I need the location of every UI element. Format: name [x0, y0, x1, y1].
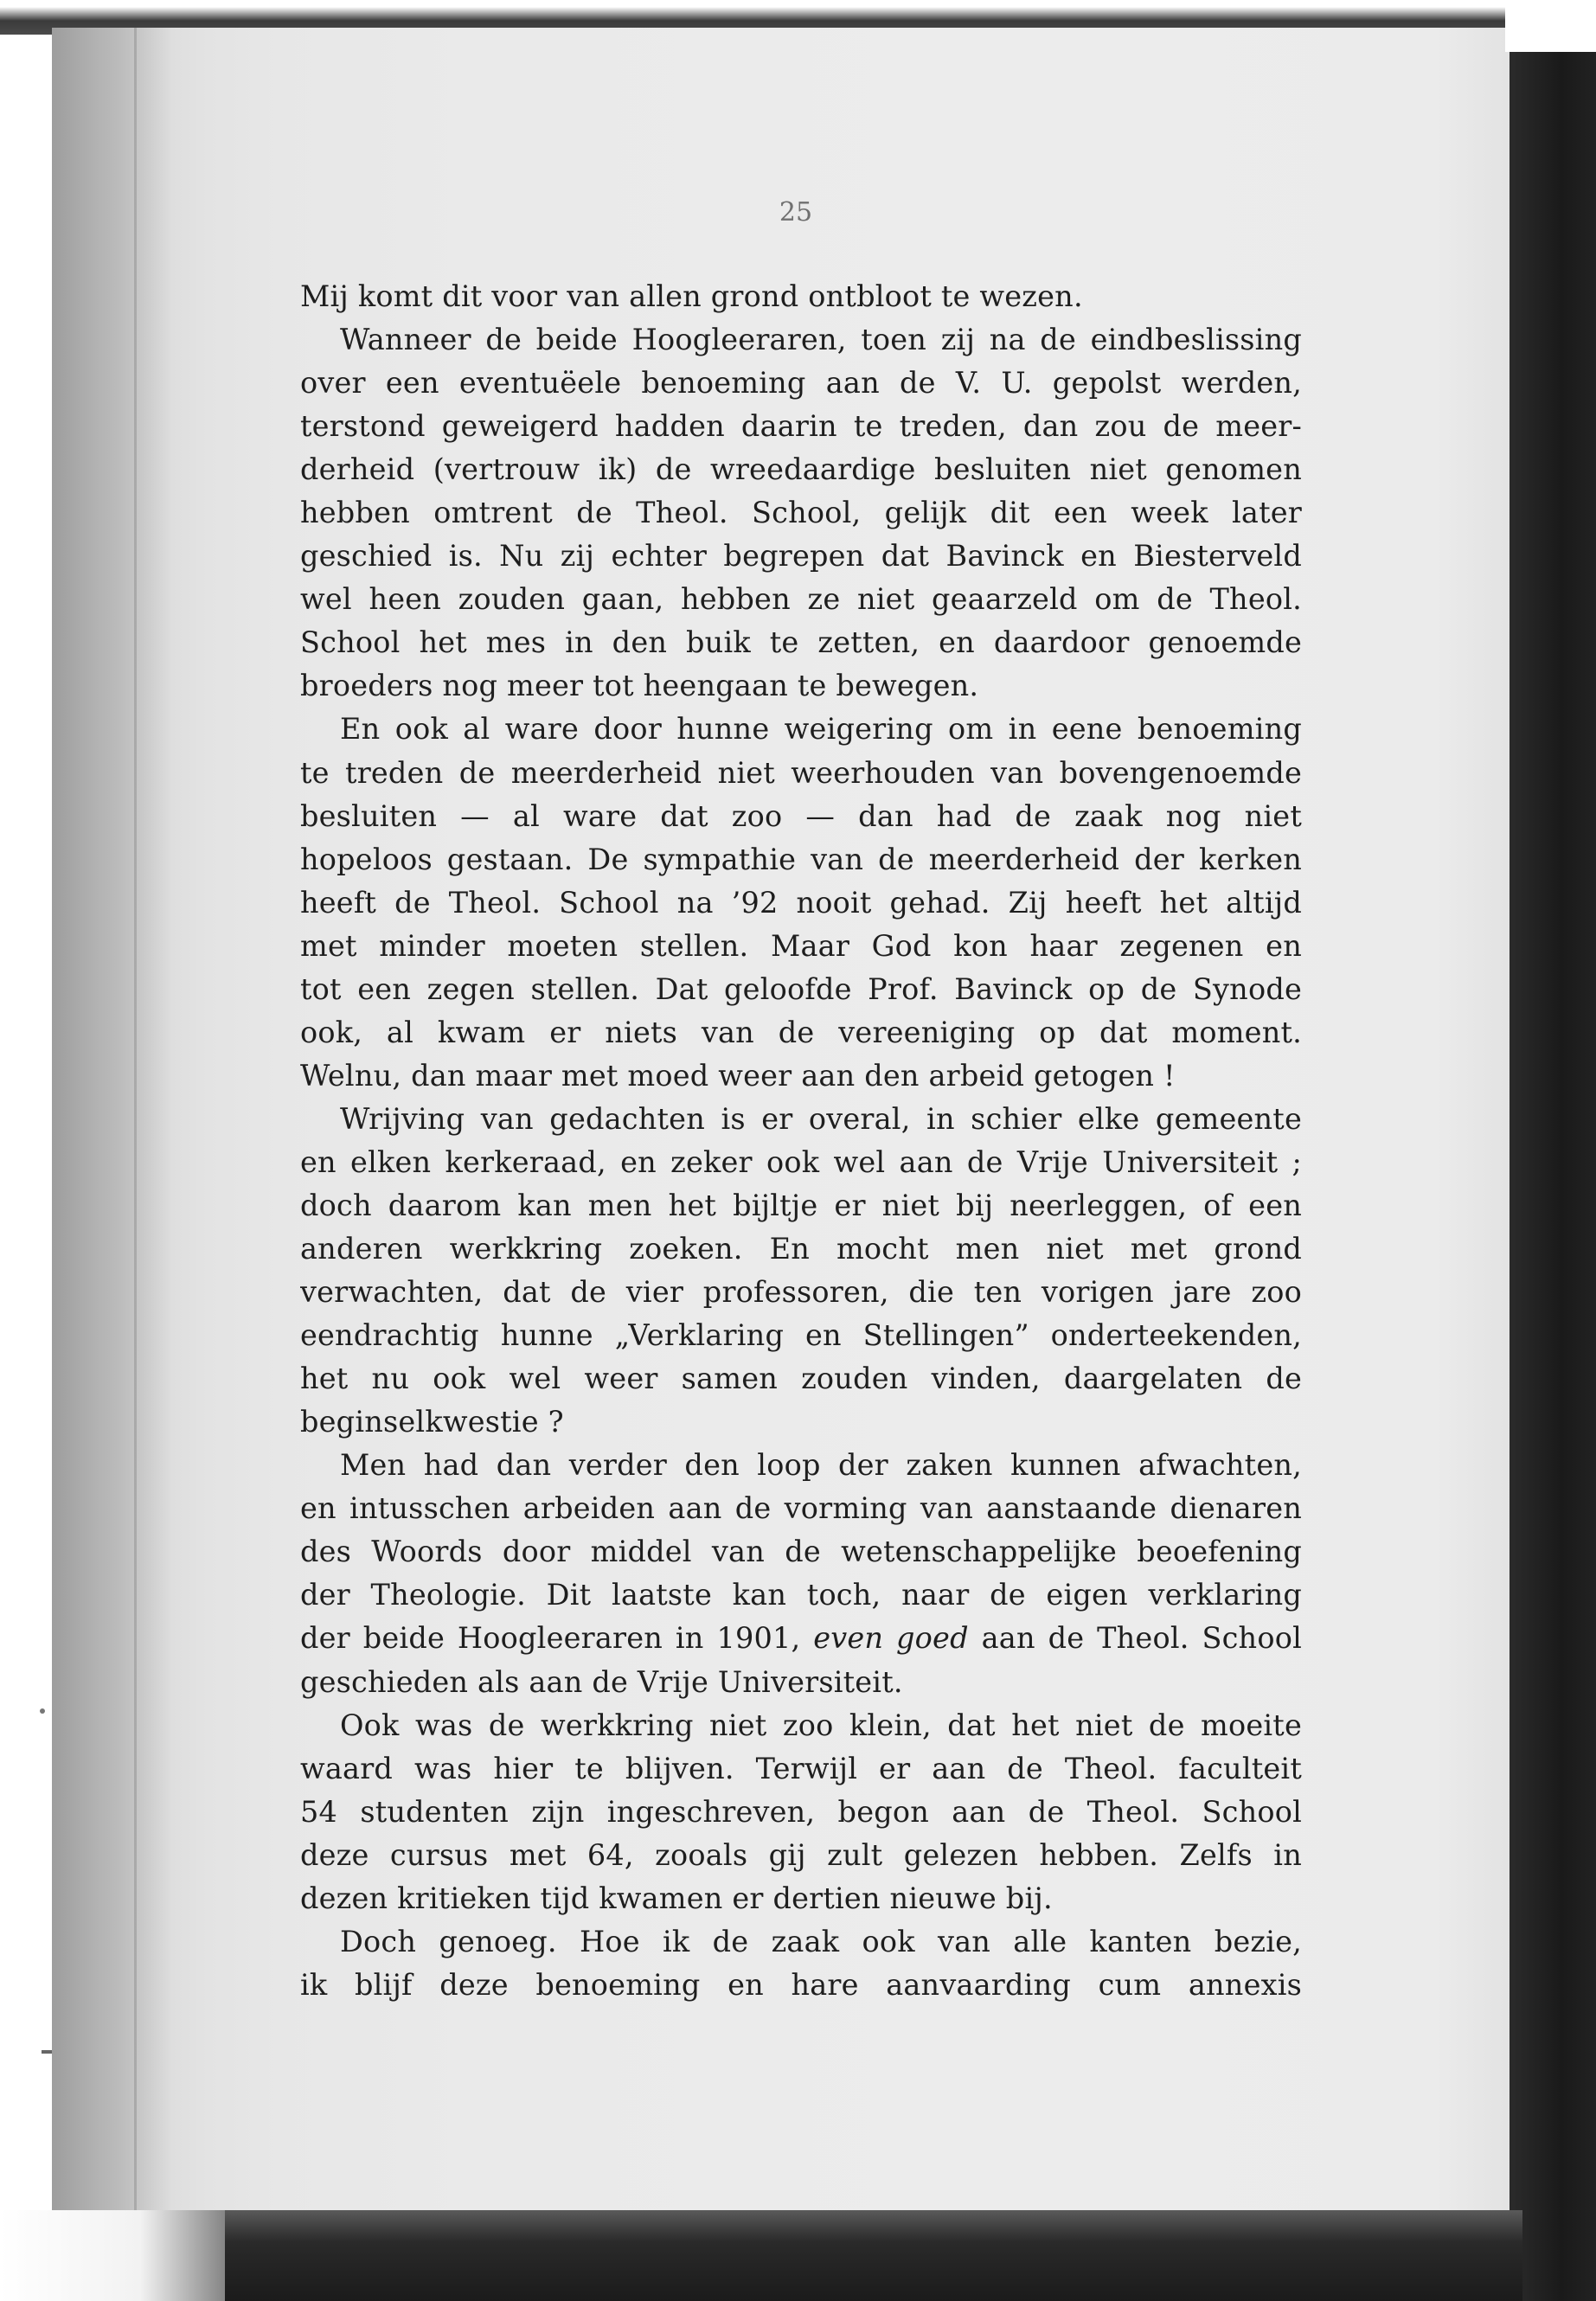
- text-line: waard was hier te blijven. Terwijl er aan de Theol. faculteit: [300, 1751, 1302, 1785]
- text-line: heeft de Theol. School na ’92 nooit gehad. Zij heeft het altijd: [300, 885, 1302, 920]
- text-line: geschied is. Nu zij echter begrepen dat Bavinck en Biesterveld: [300, 539, 1302, 574]
- text-line: der Theologie. Dit laatste kan toch, naar de eigen verklaring: [300, 1578, 1302, 1612]
- text-line: dezen kritieken tijd kwamen er dertien nieuwe bij.: [300, 1881, 1053, 1915]
- text-line: School het mes in den buik te zetten, en daardoor genoemde: [300, 625, 1302, 660]
- text-line: ik blijf deze benoeming en hare aanvaarding cum annexis: [300, 1967, 1302, 2002]
- italic-emphasis: even goed: [813, 1621, 969, 1656]
- dust-speck: [40, 1708, 45, 1714]
- text-line: Ook was de werkkring niet zoo klein, dat het niet de moeite: [340, 1708, 1302, 1742]
- text-line: Mij komt dit voor van allen grond ontbloot te wezen.: [300, 279, 1083, 313]
- page-body-text: [300, 275, 1302, 2007]
- page-number: 25: [779, 197, 813, 228]
- text-line: tot een zegen stellen. Dat geloofde Prof. Bavinck op de Synode: [300, 971, 1302, 1006]
- text-line: besluiten — al ware dat zoo — dan had de zaak nog niet: [300, 798, 1302, 833]
- text-line: hebben omtrent de Theol. School, gelijk dit een week later: [300, 496, 1302, 530]
- text-line: en elken kerkeraad, en zeker ook wel aan de Vrije Universiteit ;: [300, 1144, 1302, 1179]
- text-line: het nu ook wel weer samen zouden vinden, daargelaten de: [300, 1362, 1302, 1396]
- text-line: 54 studenten zijn ingeschreven, begon aan de Theol. School: [300, 1794, 1302, 1829]
- text-line: Men had dan verder den loop der zaken kunnen afwachten,: [340, 1448, 1302, 1483]
- text-line: geschieden als aan de Vrije Universiteit.: [300, 1664, 903, 1699]
- text-line: te treden de meerderheid niet weerhouden van bovengenoemde: [300, 755, 1302, 790]
- text-line: [300, 1617, 1302, 1660]
- text-line: verwachten, dat de vier professoren, die ten vorigen jare zoo: [300, 1275, 1302, 1310]
- text-line: Wrijving van gedachten is er overal, in schier elke gemeente: [340, 1101, 1302, 1136]
- scanner-bottom-edge: [225, 2210, 1522, 2301]
- text-line: wel heen zouden gaan, hebben ze niet geaarzeld om de Theol.: [300, 582, 1302, 617]
- text-segment: aan de Theol. School: [981, 1621, 1302, 1656]
- text-line: terstond geweigerd hadden daarin te treden, dan zou de meer-: [300, 409, 1302, 444]
- text-line: over een eventuëele benoeming aan de V. U. gepolst werden,: [300, 366, 1302, 401]
- text-line: deze cursus met 64, zooals gij zult gelezen hebben. Zelfs in: [300, 1837, 1302, 1872]
- text-line: des Woords door middel van de wetenschappelijke beoefening: [300, 1535, 1302, 1569]
- text-line: beginselkwestie ?: [300, 1405, 564, 1439]
- text-line: met minder moeten stellen. Maar God kon haar zegenen en: [300, 928, 1302, 963]
- text-line: Doch genoeg. Hoe ik de zaak ook van alle kanten bezie,: [340, 1924, 1302, 1958]
- text-line: Welnu, dan maar met moed weer aan den arbeid getogen !: [300, 1058, 1176, 1093]
- dust-speck: [42, 2050, 52, 2054]
- scanner-right-edge: [1509, 0, 1596, 2301]
- text-line: derheid (vertrouw ik) de wreedaardige besluiten niet genomen: [300, 452, 1302, 487]
- text-segment: der beide Hoogleeraren in 1901,: [300, 1621, 801, 1656]
- binding-gutter-shadow: [52, 28, 173, 2225]
- text-line: hopeloos gestaan. De sympathie van de meerderheid der kerken: [300, 842, 1302, 876]
- text-line: Wanneer de beide Hoogleeraren, toen zij na de eindbeslissing: [340, 323, 1302, 357]
- text-line: eendrachtig hunne „Verklaring en Stellingen” onderteekenden,: [300, 1318, 1302, 1353]
- binding-fold-line: [134, 28, 137, 2225]
- text-line: doch daarom kan men het bijltje er niet bij neerleggen, of een: [300, 1188, 1302, 1222]
- text-line: en intusschen arbeiden aan de vorming van aanstaande dienaren: [300, 1491, 1302, 1526]
- text-line: broeders nog meer tot heengaan te bewegen.: [300, 669, 979, 703]
- text-line: En ook al ware door hunne weigering om in eene benoeming: [340, 712, 1302, 747]
- scanner-bottom-left-edge: [0, 2210, 234, 2301]
- text-line: ook, al kwam er niets van de vereeniging op dat moment.: [300, 1015, 1302, 1049]
- scanner-right-top-corner: [1505, 0, 1596, 52]
- text-line: anderen werkkring zoeken. En mocht men niet met grond: [300, 1232, 1302, 1266]
